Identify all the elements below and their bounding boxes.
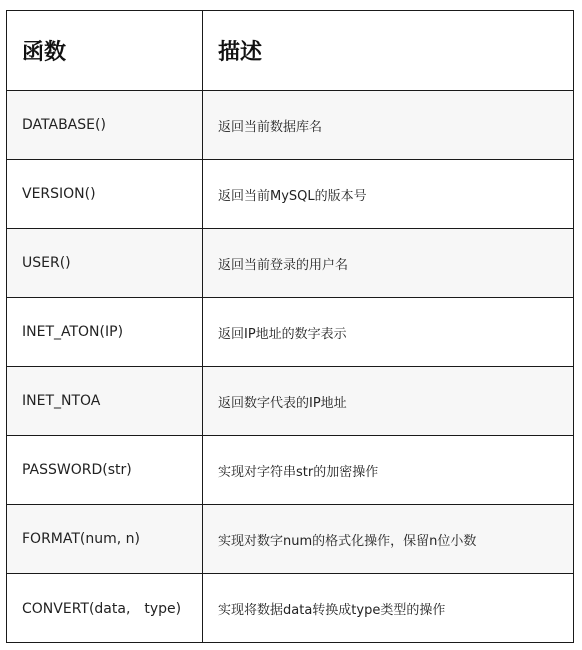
table-row: [7, 574, 574, 643]
table-header-row: [7, 11, 574, 91]
header-function: 函数: [7, 11, 203, 91]
function-table-container: [6, 10, 573, 643]
table-row: [7, 160, 574, 229]
function-cell: USER(): [7, 229, 203, 298]
description-cell: 返回当前MySQL的版本号: [203, 160, 574, 229]
description-cell: 返回当前数据库名: [203, 91, 574, 160]
function-cell: DATABASE(): [7, 91, 203, 160]
function-cell: CONVERT(data, type): [7, 574, 203, 643]
function-cell: VERSION(): [7, 160, 203, 229]
function-table: [6, 10, 574, 643]
table-row: [7, 505, 574, 574]
description-cell: 实现对数字num的格式化操作，保留n位小数: [203, 505, 574, 574]
table-row: [7, 91, 574, 160]
description-cell: 返回数字代表的IP地址: [203, 367, 574, 436]
table-row: [7, 298, 574, 367]
function-cell: INET_ATON(IP): [7, 298, 203, 367]
function-cell: INET_NTOA: [7, 367, 203, 436]
table-row: [7, 367, 574, 436]
table-row: [7, 436, 574, 505]
description-cell: 返回IP地址的数字表示: [203, 298, 574, 367]
function-cell: FORMAT(num, n): [7, 505, 203, 574]
table-row: [7, 229, 574, 298]
description-cell: 实现对字符串str的加密操作: [203, 436, 574, 505]
description-cell: 返回当前登录的用户名: [203, 229, 574, 298]
header-description: 描述: [203, 11, 574, 91]
function-cell: PASSWORD(str): [7, 436, 203, 505]
description-cell: 实现将数据data转换成type类型的操作: [203, 574, 574, 643]
